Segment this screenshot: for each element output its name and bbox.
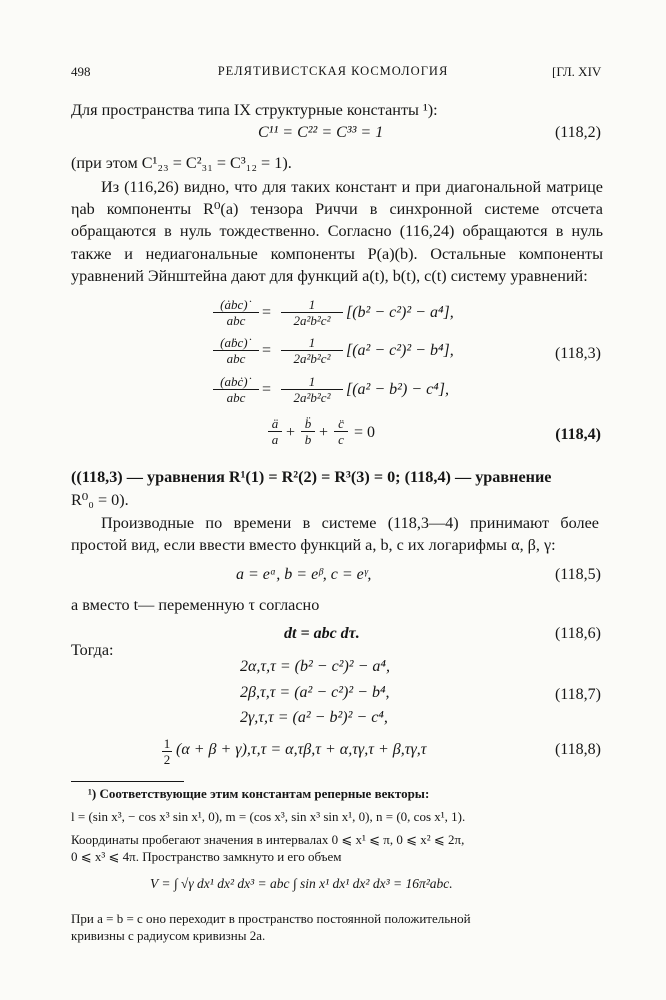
eq-118-3-row2-coef-num: 1 [308, 335, 316, 350]
eq-118-3-row3-coef [281, 374, 343, 405]
equation-number-118-6: (118,6) [554, 625, 601, 642]
eq-118-3-row3-coef-num: 1 [308, 374, 316, 389]
footnote-closed-space: 0 ⩽ x³ ⩽ 4π. Пространство замкнуто и его объем [71, 849, 342, 864]
chapter-label: [ГЛ. XIV [552, 64, 602, 79]
equations-note-line1: ((118,3) — уравнения R¹(1) = R²(2) = R³(3) = 0; (118,4) — уравнение [71, 468, 552, 486]
eq-118-3-row3-coef-den: 2a²b²c² [281, 389, 343, 405]
paragraph-logarithms: Производные по времени в системе (118,3—4) принимают более простой вид, если ввести вместо функций a, b, c их логарифмы α, β, γ: [71, 514, 599, 555]
eq-118-3-row3-lhs-num: (abċ)˙ [220, 374, 252, 389]
eq-118-3-row1-coef-den: 2a²b²c² [281, 312, 343, 328]
plus-sign: + [286, 424, 296, 441]
footnote-divider [71, 781, 184, 782]
footnote-volume-equation: V = ∫ √γ dx¹ dx² dx³ = abc ∫ sin x¹ dx¹ dx² dx³ = 16π²abc. [150, 876, 453, 891]
equals-sign: = [262, 342, 272, 359]
eq-118-4-term3-num: c̈ [338, 416, 344, 431]
footnote-constant-curvature: При a = b = c оно переходит в пространство постоянной положительной [71, 911, 471, 926]
footnote-curvature-radius: кривизны с радиусом кривизны 2a. [71, 928, 266, 943]
page-number: 498 [71, 64, 91, 79]
eq-118-3-row3-lhs-den: abc [213, 389, 259, 405]
equation-118-7-row3: 2γ,τ,τ = (a² − b²)² − c⁴, [240, 709, 388, 726]
eq-118-4-term1 [268, 416, 282, 447]
eq-118-4-term3-den: c [334, 431, 348, 447]
equation-118-6: dt = abc dτ. [284, 625, 360, 642]
eq-118-4-term3 [334, 416, 348, 447]
eq-118-4-term1-num: ä [271, 416, 279, 431]
eq-118-8-half [162, 736, 172, 767]
equation-number-118-4: (118,4) [555, 426, 601, 443]
equations-note-line2: R⁰₀ = 0). [71, 491, 129, 509]
equation-number-118-8: (118,8) [554, 741, 601, 758]
eq-118-3-row1-coef-num: 1 [308, 297, 316, 312]
eq-118-3-row2-lhs-num: (aḃc)˙ [220, 335, 252, 350]
eq-118-3-row1-lhs [213, 297, 259, 328]
eq-118-3-row3-rhs: [(a² − b²) − c⁴], [346, 381, 449, 398]
equation-number-118-7: (118,7) [554, 686, 601, 703]
eq-118-4-term1-den: a [268, 431, 282, 447]
structure-constants-note: (при этом C¹₂₃ = C²₃₁ = C³₁₂ = 1). [71, 154, 292, 172]
eq-118-3-row1-rhs: [(b² − c²)² − a⁴], [346, 304, 454, 321]
eq-118-3-row3-lhs [213, 374, 259, 405]
eq-118-3-row1-lhs-den: abc [213, 312, 259, 328]
equation-118-5: a = eᵅ, b = eᵝ, c = eᵞ, [236, 566, 372, 583]
equals-sign: = [262, 304, 272, 321]
eq-118-3-row2-lhs-den: abc [213, 350, 259, 366]
eq-118-4-rhs: = 0 [354, 424, 376, 441]
equation-number-118-5: (118,5) [554, 566, 601, 583]
then-label: Тогда: [71, 641, 114, 659]
footnote-coordinate-range: Координаты пробегают значения в интервалах 0 ⩽ x¹ ⩽ π, 0 ⩽ x² ⩽ 2π, [71, 832, 465, 847]
tau-definition-line: а вместо t— переменную τ согласно [71, 596, 320, 614]
footnote-frame-vectors: l = (sin x³, − cos x³ sin x¹, 0), m = (cos x³, sin x³ sin x¹, 0), n = (0, cos x¹, 1). [71, 809, 466, 824]
equation-118-2: C¹¹ = C²² = C³³ = 1 [258, 124, 384, 141]
running-title: РЕЛЯТИВИСТСКАЯ КОСМОЛОГИЯ [217, 64, 449, 78]
eq-118-3-row1-lhs-num: (ȧbc)˙ [220, 297, 252, 312]
equation-118-7-row2: 2β,τ,τ = (a² − c²)² − b⁴, [240, 684, 390, 701]
eq-118-3-row1-coef [281, 297, 343, 328]
eq-118-4-term2-num: b̈ [304, 416, 312, 431]
eq-118-3-row2-rhs: [(a² − c²)² − b⁴], [346, 342, 454, 359]
eq-118-4-term2 [301, 416, 315, 447]
equation-118-7-row1: 2α,τ,τ = (b² − c²)² − a⁴, [240, 658, 390, 675]
eq-118-3-row2-coef [281, 335, 343, 366]
eq-118-8-half-den: 2 [163, 752, 171, 767]
equation-118-8: (α + β + γ),τ,τ = α,τβ,τ + α,τγ,τ + β,τγ,τ [176, 741, 427, 758]
eq-118-3-row2-lhs [213, 335, 259, 366]
paragraph-ricci: Из (116,26) видно, что для таких констант и при диагональной матрице ηab компоненты R⁰(a) тензора Риччи в синхронной системе отсчета обращаются в нуль тождественно. Согласно (116,24) обращаются в нуль также и недиагональные компоненты P(a)(b). Остальные компоненты уравнений Эйнштейна дают для функций a(t), b(t), c(t) систему уравнений: [71, 178, 603, 285]
equals-sign: = [262, 381, 272, 398]
plus-sign: + [319, 424, 329, 441]
equation-number-118-2: (118,2) [554, 124, 601, 141]
eq-118-4-term2-den: b [301, 431, 315, 447]
eq-118-3-row2-coef-den: 2a²b²c² [281, 350, 343, 366]
footnote-line1: ¹) Соответствующие этим константам реперные векторы: [88, 786, 430, 801]
equation-number-118-3: (118,3) [554, 345, 601, 362]
intro-line: Для пространства типа IX структурные константы ¹): [71, 101, 438, 119]
eq-118-8-half-num: 1 [163, 736, 171, 751]
